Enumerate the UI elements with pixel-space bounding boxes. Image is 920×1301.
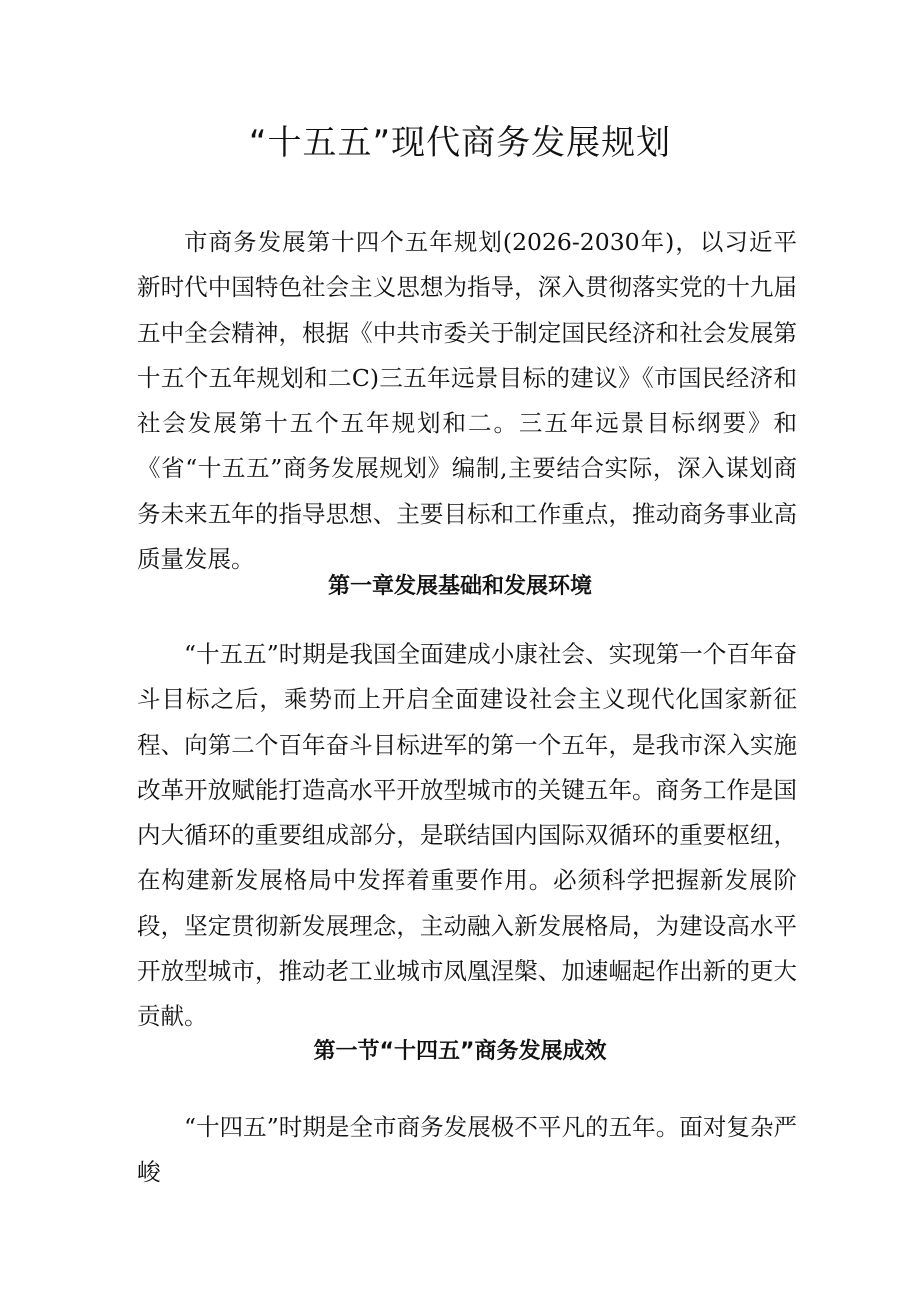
chapter-heading: 第一章发展基础和发展环境 bbox=[327, 574, 592, 599]
intro-paragraph: 市商务发展第十四个五年规划(2026-2030年)，以习近平新时代中国特色社会主义思想为指导，深入贯彻落实党的十九届五中全会精神，根据《中共市委关于制定国民经济和社会发展第十五个五年规划和二C)三五年远景目标的建议》《市国民经济和社会发展第十五个五年规划和二。三五年远景目标纲要》和《省“十五五”商务发展规划》编制,主要结合实际，深入谋划商务未来五年的指导思想、主要目标和工作重点，推动商务事业高质量发展。 bbox=[137, 228, 797, 574]
document-title: “十五五”现代商务发展规划 bbox=[248, 123, 672, 163]
chapter-paragraph: “十五五”时期是我国全面建成小康社会、实现第一个百年奋斗目标之后，乘势而上开启全面建设社会主义现代化国家新征程、向第二个百年奋斗目标进军的第一个五年，是我市深入实施改革开放赋能打造高水平开放型城市的关键五年。商务工作是国内大循环的重要组成部分，是联结国内国际双循环的重要枢纽，在构建新发展格局中发挥着重要作用。必须科学把握新发展阶段，坚定贯彻新发展理念，主动融入新发展格局，为建设高水平开放型城市，推动老工业城市凤凰涅槃、加速崛起作出新的更大贡献。 bbox=[137, 640, 797, 1031]
section-paragraph: “十四五”时期是全市商务发展极不平凡的五年。面对复杂严峻 bbox=[137, 1113, 797, 1187]
section-heading: 第一节“十四五”商务发展成效 bbox=[313, 1039, 607, 1064]
